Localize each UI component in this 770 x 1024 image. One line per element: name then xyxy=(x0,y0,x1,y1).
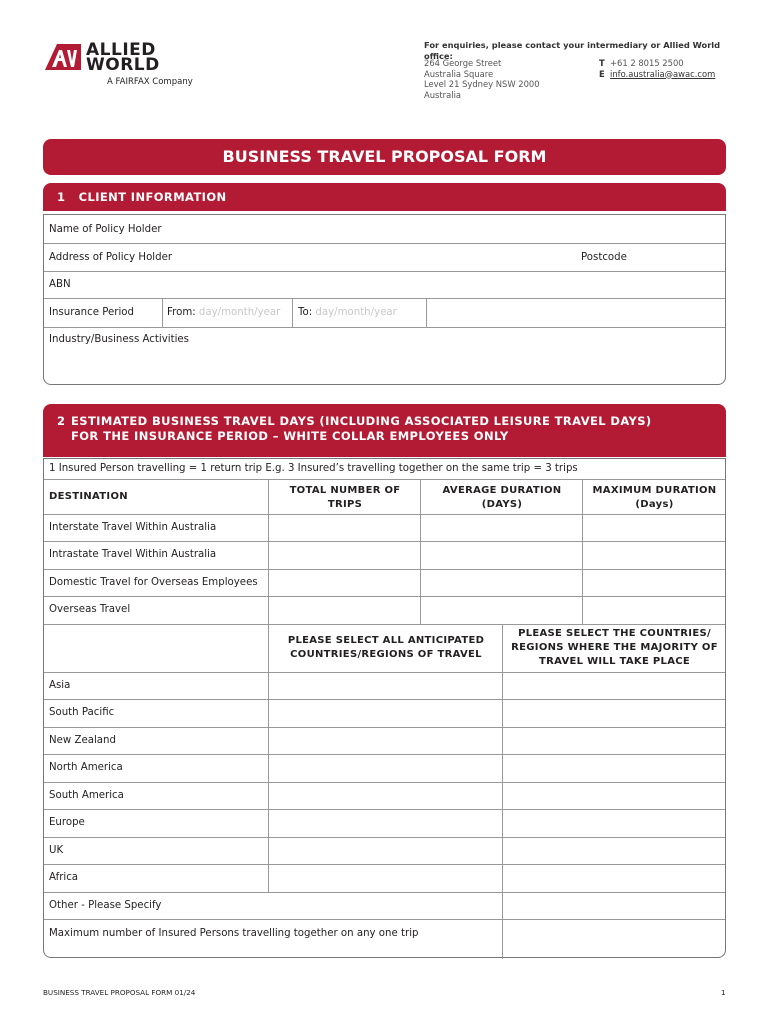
contact-details xyxy=(599,58,715,79)
section-2-header xyxy=(43,404,726,457)
section-title-line1: ESTIMATED BUSINESS TRAVEL DAYS (INCLUDING ASSOCIATED LEISURE TRAVEL DAYS) xyxy=(71,414,652,428)
section-title-line2: FOR THE INSURANCE PERIOD – WHITE COLLAR EMPLOYEES ONLY xyxy=(71,429,509,443)
region-label: Other - Please Specify xyxy=(49,900,162,911)
section-title: CLIENT INFORMATION xyxy=(78,190,227,204)
address-line: Australia xyxy=(424,89,462,100)
section-number: 1 xyxy=(57,190,66,204)
allied-world-logo-mark xyxy=(43,42,83,72)
col-maximum-duration xyxy=(584,484,725,512)
logo-tagline: A FAIRFAX Company xyxy=(107,77,193,87)
industry-label: Industry/Business Activities xyxy=(49,334,189,345)
region-label: South America xyxy=(49,790,124,801)
col-select-all-regions xyxy=(270,634,502,662)
col-majority-line1: PLEASE SELECT THE COUNTRIES/ xyxy=(518,628,711,639)
col-majority-regions xyxy=(504,627,725,669)
footer-form-code: BUSINESS TRAVEL PROPOSAL FORM 01/24 xyxy=(43,988,196,997)
region-label: Africa xyxy=(49,872,79,883)
form-title: BUSINESS TRAVEL PROPOSAL FORM xyxy=(43,139,726,175)
col-destination: DESTINATION xyxy=(49,491,128,502)
region-label: Asia xyxy=(49,680,71,691)
section-1-header xyxy=(43,183,726,211)
table-row-label: Overseas Travel xyxy=(49,604,131,615)
col-select-all-line2: COUNTRIES/REGIONS OF TRAVEL xyxy=(290,649,482,660)
policy-holder-label: Name of Policy Holder xyxy=(49,224,162,235)
region-label: South Pacific xyxy=(49,707,115,718)
address-line: Level 21 Sydney NSW 2000 xyxy=(424,79,540,89)
address-line: Australia Square xyxy=(424,68,494,79)
to-date-field[interactable] xyxy=(298,307,397,318)
col-average-duration-line2: (DAYS) xyxy=(481,499,523,510)
table-row-label: Intrastate Travel Within Australia xyxy=(49,549,217,560)
email-link[interactable]: info.australia@awac.com xyxy=(610,68,716,79)
enquiry-text: For enquiries, please contact your intermediary or Allied World office: xyxy=(424,40,721,61)
logo-word-world: WORLD xyxy=(86,55,160,75)
col-total-trips-line2: TRIPS xyxy=(327,499,363,510)
client-information-box xyxy=(43,214,726,385)
email-label: E xyxy=(599,68,605,79)
max-persons-label: Maximum number of Insured Persons travelling together on any one trip xyxy=(49,928,419,939)
allied-world-logo xyxy=(43,40,203,92)
col-total-trips-line1: TOTAL NUMBER OF xyxy=(289,485,401,496)
logo-word-allied: ALLIED xyxy=(86,40,156,60)
region-label: UK xyxy=(49,845,64,856)
region-label: New Zealand xyxy=(49,735,116,746)
office-address xyxy=(424,58,540,100)
trip-counting-note: 1 Insured Person travelling = 1 return trip E.g. 3 Insured’s travelling together on the same trip = 3 trips xyxy=(49,463,578,474)
phone-number: +61 2 8015 2500 xyxy=(610,58,684,68)
travel-days-box xyxy=(43,458,726,958)
address-label: Address of Policy Holder xyxy=(49,252,173,263)
contact-block xyxy=(424,40,734,100)
from-placeholder: day/month/year xyxy=(198,307,281,318)
insurance-period-label: Insurance Period xyxy=(49,307,134,318)
footer-page-number: 1 xyxy=(721,988,726,997)
col-majority-line3: TRAVEL WILL TAKE PLACE xyxy=(538,656,691,667)
col-select-all-line1: PLEASE SELECT ALL ANTICIPATED xyxy=(287,635,485,646)
postcode-label: Postcode xyxy=(581,252,627,263)
table-row-label: Domestic Travel for Overseas Employees xyxy=(49,577,258,588)
section-number: 2 xyxy=(57,414,66,428)
from-date-field[interactable] xyxy=(167,307,280,318)
region-label: North America xyxy=(49,762,123,773)
to-placeholder: day/month/year xyxy=(315,307,397,318)
region-label: Europe xyxy=(49,817,85,828)
table-row-label: Interstate Travel Within Australia xyxy=(49,522,217,533)
col-total-trips xyxy=(270,484,420,512)
col-average-duration-line1: AVERAGE DURATION xyxy=(442,485,562,496)
col-average-duration xyxy=(422,484,582,512)
to-label: To: xyxy=(298,307,313,318)
phone-label: T xyxy=(599,58,605,68)
address-line: 264 George Street xyxy=(424,58,502,68)
abn-label: ABN xyxy=(49,279,71,290)
col-majority-line2: REGIONS WHERE THE MAJORITY OF xyxy=(511,642,718,653)
col-maximum-duration-line1: MAXIMUM DURATION xyxy=(592,485,717,496)
col-maximum-duration-line2: (Days) xyxy=(635,499,674,510)
from-label: From: xyxy=(167,307,196,318)
